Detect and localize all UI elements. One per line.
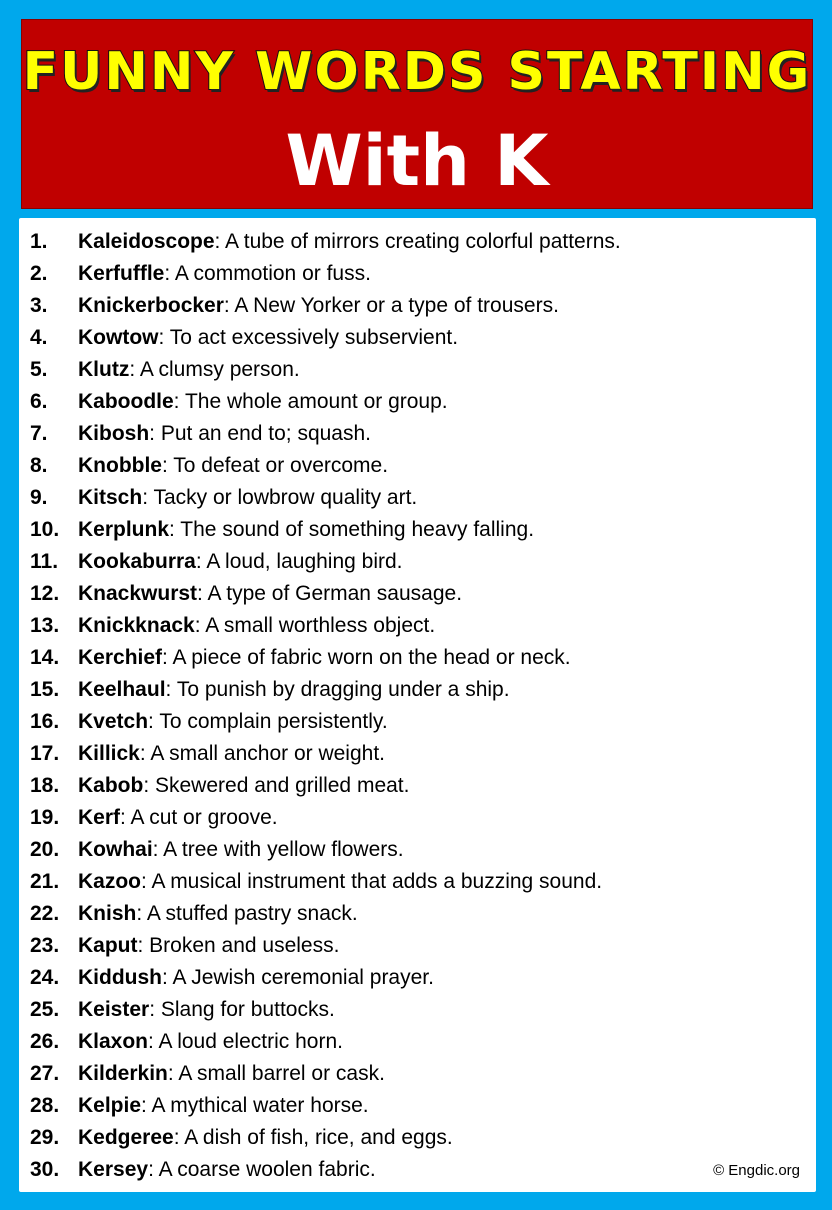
item-word: Knickknack bbox=[78, 614, 195, 638]
list-item bbox=[30, 674, 806, 706]
item-number: 14. bbox=[30, 646, 60, 670]
item-number: 26. bbox=[30, 1030, 60, 1054]
item-word: Kerf bbox=[78, 806, 121, 830]
item-number: 17. bbox=[30, 742, 60, 766]
title-line-2: With K bbox=[285, 120, 549, 202]
list-item bbox=[30, 962, 806, 994]
list-item bbox=[30, 866, 806, 898]
item-number: 25. bbox=[30, 998, 60, 1022]
item-definition: : A type of German sausage. bbox=[197, 582, 463, 606]
item-definition: : A loud electric horn. bbox=[148, 1030, 343, 1054]
item-word: Kowhai bbox=[78, 838, 153, 862]
list-item bbox=[30, 770, 806, 802]
list-item bbox=[30, 226, 806, 258]
item-word: Knish bbox=[78, 902, 137, 926]
item-number: 21. bbox=[30, 870, 60, 894]
item-definition: : The whole amount or group. bbox=[173, 390, 448, 414]
list-item bbox=[30, 1026, 806, 1058]
item-word: Kabob bbox=[78, 774, 144, 798]
item-number: 5. bbox=[30, 358, 48, 382]
list-item bbox=[30, 1154, 806, 1186]
item-definition: : A New Yorker or a type of trousers. bbox=[223, 294, 559, 318]
list-item bbox=[30, 290, 806, 322]
item-number: 28. bbox=[30, 1094, 60, 1118]
item-number: 20. bbox=[30, 838, 60, 862]
list-item bbox=[30, 898, 806, 930]
item-number: 12. bbox=[30, 582, 60, 606]
item-number: 1. bbox=[30, 230, 48, 253]
item-word: Knobble bbox=[78, 454, 162, 478]
item-word: Kiddush bbox=[78, 966, 162, 990]
list-item bbox=[30, 1122, 806, 1154]
item-number: 13. bbox=[30, 614, 60, 638]
item-definition: : A musical instrument that adds a buzzing sound. bbox=[141, 870, 603, 894]
title-banner bbox=[21, 19, 813, 209]
item-definition: : A commotion or fuss. bbox=[164, 262, 371, 286]
item-definition: : A clumsy person. bbox=[129, 358, 300, 382]
item-definition: : Skewered and grilled meat. bbox=[143, 774, 410, 798]
list-item bbox=[30, 706, 806, 738]
item-definition: : The sound of something heavy falling. bbox=[169, 518, 535, 542]
item-word: Kibosh bbox=[78, 422, 150, 446]
list-item bbox=[30, 354, 806, 386]
item-number: 6. bbox=[30, 390, 48, 414]
list-item bbox=[30, 322, 806, 354]
item-number: 24. bbox=[30, 966, 60, 990]
list-item bbox=[30, 546, 806, 578]
item-word: Kerchief bbox=[78, 646, 163, 670]
list-item bbox=[30, 642, 806, 674]
item-word: Kvetch bbox=[78, 710, 149, 734]
item-definition: : A stuffed pastry snack. bbox=[136, 902, 358, 926]
item-word: Kitsch bbox=[78, 486, 143, 510]
item-definition: : A loud, laughing bird. bbox=[195, 550, 403, 574]
item-definition: : A tree with yellow flowers. bbox=[152, 838, 404, 862]
item-definition: : To defeat or overcome. bbox=[162, 454, 389, 478]
item-definition: : A mythical water horse. bbox=[141, 1094, 369, 1118]
list-item bbox=[30, 994, 806, 1026]
item-word: Kerplunk bbox=[78, 518, 170, 542]
item-number: 23. bbox=[30, 934, 60, 958]
item-word: Kaboodle bbox=[78, 390, 174, 414]
item-number: 9. bbox=[30, 486, 48, 510]
list-item bbox=[30, 610, 806, 642]
item-definition: : Put an end to; squash. bbox=[149, 422, 371, 446]
list-item bbox=[30, 482, 806, 514]
item-word: Knickerbocker bbox=[78, 294, 224, 318]
item-definition: : A small worthless object. bbox=[194, 614, 436, 638]
item-definition: : To act excessively subservient. bbox=[158, 326, 459, 350]
item-number: 30. bbox=[30, 1158, 60, 1182]
item-number: 22. bbox=[30, 902, 60, 926]
item-word: Kedgeree bbox=[78, 1126, 174, 1150]
item-number: 3. bbox=[30, 294, 48, 318]
item-definition: : A small anchor or weight. bbox=[139, 742, 385, 766]
item-word: Kilderkin bbox=[78, 1062, 168, 1086]
item-definition: : A cut or groove. bbox=[120, 806, 278, 830]
item-number: 4. bbox=[30, 326, 48, 350]
item-number: 2. bbox=[30, 262, 48, 286]
item-definition: : A Jewish ceremonial prayer. bbox=[162, 966, 434, 990]
item-definition: : To punish by dragging under a ship. bbox=[165, 678, 510, 702]
item-definition: : A piece of fabric worn on the head or neck. bbox=[162, 646, 571, 670]
word-list bbox=[30, 226, 806, 1186]
list-item bbox=[30, 386, 806, 418]
list-item bbox=[30, 450, 806, 482]
item-word: Kelpie bbox=[78, 1094, 142, 1118]
item-word: Kaleidoscope bbox=[78, 230, 215, 253]
item-number: 27. bbox=[30, 1062, 60, 1086]
item-word: Klaxon bbox=[78, 1030, 149, 1054]
item-word: Kersey bbox=[78, 1158, 149, 1182]
word-list-panel bbox=[19, 218, 816, 1192]
item-definition: : A coarse woolen fabric. bbox=[148, 1158, 376, 1182]
list-item bbox=[30, 1090, 806, 1122]
item-number: 10. bbox=[30, 518, 60, 542]
copyright-credit: © Engdic.org bbox=[713, 1162, 800, 1179]
item-number: 18. bbox=[30, 774, 60, 798]
item-word: Knackwurst bbox=[78, 582, 198, 606]
item-number: 19. bbox=[30, 806, 60, 830]
item-word: Keelhaul bbox=[78, 678, 166, 702]
list-item bbox=[30, 930, 806, 962]
list-item bbox=[30, 418, 806, 450]
item-number: 11. bbox=[30, 550, 59, 574]
list-item bbox=[30, 578, 806, 610]
item-number: 16. bbox=[30, 710, 60, 734]
item-definition: : A dish of fish, rice, and eggs. bbox=[173, 1126, 453, 1150]
item-word: Kookaburra bbox=[78, 550, 196, 574]
item-definition: : Broken and useless. bbox=[137, 934, 340, 958]
list-item bbox=[30, 258, 806, 290]
item-word: Kazoo bbox=[78, 870, 141, 894]
item-definition: : A tube of mirrors creating colorful patterns. bbox=[214, 230, 621, 253]
item-number: 7. bbox=[30, 422, 48, 446]
item-word: Kowtow bbox=[78, 326, 159, 350]
item-number: 15. bbox=[30, 678, 60, 702]
list-item bbox=[30, 514, 806, 546]
item-word: Keister bbox=[78, 998, 150, 1022]
item-word: Killick bbox=[78, 742, 140, 766]
item-definition: : A small barrel or cask. bbox=[167, 1062, 385, 1086]
item-word: Klutz bbox=[78, 358, 130, 382]
item-definition: : Slang for buttocks. bbox=[149, 998, 335, 1022]
item-definition: : To complain persistently. bbox=[148, 710, 388, 734]
item-word: Kaput bbox=[78, 934, 138, 958]
list-item bbox=[30, 738, 806, 770]
item-number: 8. bbox=[30, 454, 48, 478]
list-item bbox=[30, 1058, 806, 1090]
list-item bbox=[30, 802, 806, 834]
item-number: 29. bbox=[30, 1126, 60, 1150]
item-definition: : Tacky or lowbrow quality art. bbox=[142, 486, 418, 510]
list-item bbox=[30, 834, 806, 866]
item-word: Kerfuffle bbox=[78, 262, 165, 286]
title-line-1: FUNNY WORDS STARTING bbox=[22, 42, 812, 102]
